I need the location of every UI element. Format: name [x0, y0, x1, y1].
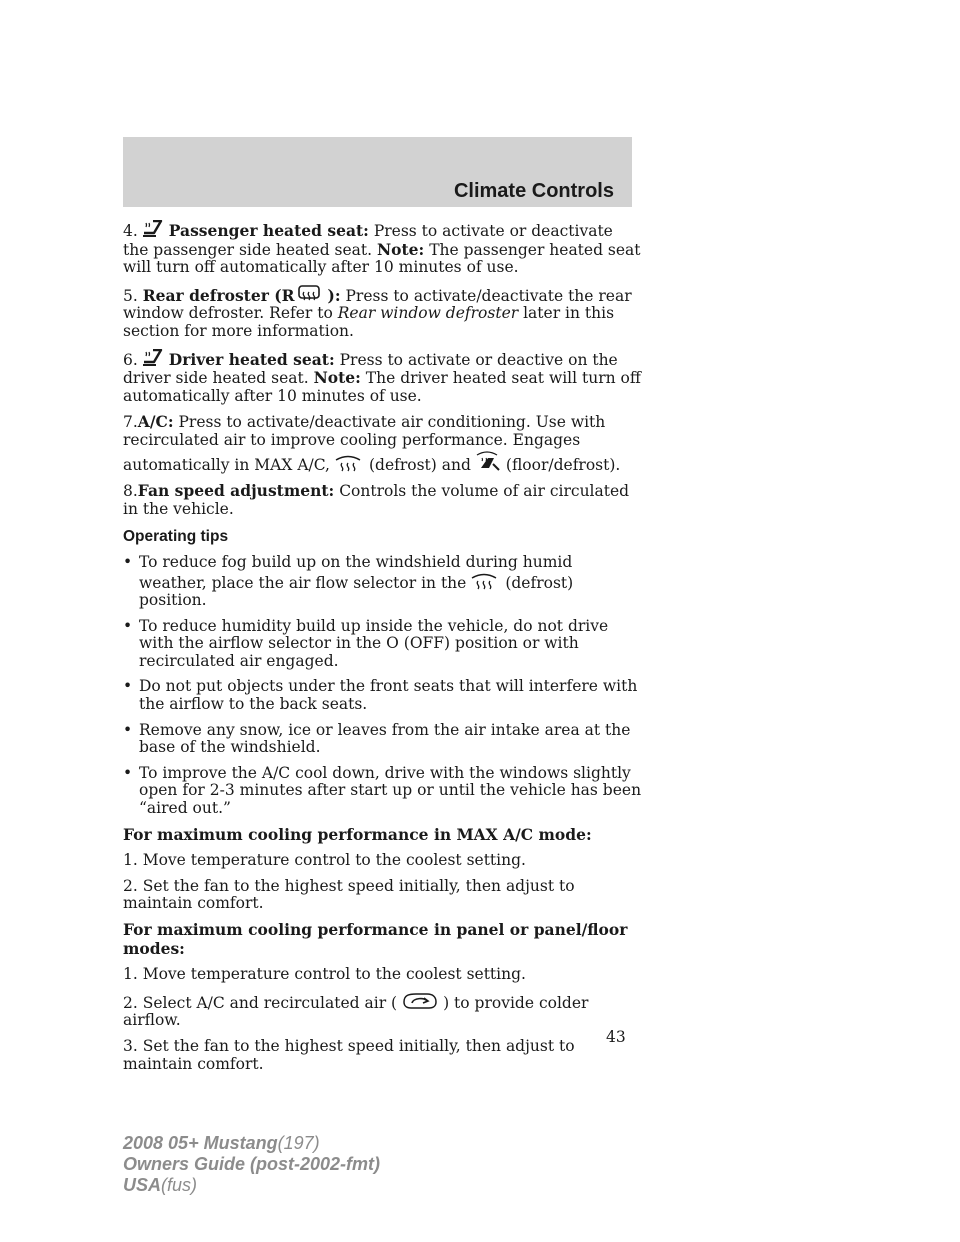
list-item — [123, 678, 643, 713]
page-number: 43 — [606, 1028, 626, 1046]
item-number: 6. — [123, 350, 138, 369]
tip-text-end: (defrost) position. — [139, 573, 574, 610]
tip-text: To reduce fog build up on the windshield during humid weather, place the air flow selector in the — [139, 552, 573, 592]
footer-market-code: (fus) — [161, 1175, 198, 1195]
item-label: Rear defroster (R — [142, 285, 295, 305]
panel-step-3: 3. Set the fan to the highest speed initially, then adjust to maintain comfort. — [123, 1036, 575, 1073]
item-rear-defroster — [123, 285, 643, 341]
item-driver-heated-seat — [123, 349, 643, 406]
footer-market: USA — [123, 1175, 162, 1195]
list-item — [123, 554, 643, 610]
defrost-icon — [333, 454, 363, 472]
recirculated-air-icon — [400, 992, 440, 1010]
heated-seat-icon — [141, 220, 163, 238]
bullet: • — [123, 720, 133, 739]
item-text: Press to activate/deactivate air conditioning. Use with recirculated air to improve cooling performance. Engages automatically in MAX A/C, — [123, 413, 606, 474]
footer-line-1 — [123, 1133, 380, 1154]
item-text-mid: (defrost) and — [368, 455, 471, 474]
item-passenger-heated-seat — [123, 220, 643, 277]
list-item — [123, 765, 643, 818]
heated-seat-icon — [141, 349, 163, 367]
floor-defrost-icon — [474, 450, 500, 472]
page-content — [123, 220, 643, 1081]
max-ac-step-1: 1. Move temperature control to the coolest setting. — [123, 851, 526, 870]
panel-modes-heading — [123, 921, 643, 958]
item-number: 5. — [123, 286, 138, 305]
item-label: Fan speed adjustment: — [137, 481, 335, 501]
rear-defrost-icon — [297, 285, 321, 303]
operating-tips-heading: Operating tips — [123, 528, 229, 546]
bullet: • — [123, 763, 133, 782]
operating-tips-list — [123, 554, 643, 818]
tip-text: Do not put objects under the front seats that will interfere with the airflow to the back seats. — [139, 677, 638, 714]
item-label-end: ): — [327, 285, 341, 305]
item-label: A/C: — [137, 412, 174, 432]
subheading: For maximum cooling performance in MAX A/C mode: — [123, 824, 592, 844]
panel-step-1: 1. Move temperature control to the coolest setting. — [123, 965, 526, 984]
section-title: Climate Controls — [453, 180, 614, 202]
max-ac-step-2: 2. Set the fan to the highest speed initially, then adjust to maintain comfort. — [123, 876, 575, 913]
note-label: Note: — [377, 239, 425, 259]
document-footer — [123, 1133, 380, 1196]
item-number: 4. — [123, 222, 138, 240]
tip-text: To reduce humidity build up inside the vehicle, do not drive with the airflow selector in the O (OFF) position or with recirculated air engaged. — [139, 616, 609, 670]
step-text-end: ) to provide colder airflow. — [123, 993, 589, 1030]
item-number: 7. — [123, 413, 138, 432]
list-item — [123, 722, 643, 757]
max-ac-heading — [123, 826, 643, 845]
footer-model: 2008 05+ Mustang — [123, 1133, 278, 1153]
item-fan-speed — [123, 482, 643, 518]
item-label: Driver heated seat: — [168, 349, 335, 369]
section-header-band — [123, 137, 632, 207]
bullet: • — [123, 552, 133, 571]
list-item — [123, 618, 643, 671]
defrost-icon — [469, 572, 499, 590]
item-label: Passenger heated seat: — [168, 221, 369, 240]
footer-code: (197) — [277, 1133, 320, 1153]
subheading: For maximum cooling performance in panel or panel/floor modes: — [123, 920, 628, 958]
bullet: • — [123, 677, 133, 696]
item-text: Press to activate or deactivate the passenger side heated seat. — [123, 222, 613, 259]
item-text-end: (floor/defrost). — [505, 455, 621, 474]
note-text: The driver heated seat will turn off automatically after 10 minutes of use. — [123, 369, 641, 405]
tip-text: To improve the A/C cool down, drive with the windows slightly open for 2-3 minutes after start up or until the vehicle has been “aired out.” — [139, 763, 642, 818]
panel-step-2 — [123, 992, 643, 1030]
tip-text: Remove any snow, ice or leaves from the air intake area at the base of the windshield. — [139, 720, 631, 757]
item-ac — [123, 413, 643, 474]
step-text: 2. Select A/C and recirculated air ( — [123, 993, 398, 1012]
item-text: Controls the volume of air circulated in the vehicle. — [123, 482, 630, 518]
cross-reference: Rear window defroster — [337, 304, 519, 323]
item-text-end: later in this section for more information. — [123, 304, 615, 340]
bullet: • — [123, 616, 133, 635]
item-number: 8. — [123, 482, 138, 501]
footer-line-3 — [123, 1175, 380, 1196]
footer-line-2: Owners Guide (post-2002-fmt) — [123, 1154, 381, 1174]
item-text: Press to activate/deactivate the rear window defroster. Refer to — [123, 286, 632, 323]
item-text: Press to activate or deactive on the driver side heated seat. — [123, 350, 618, 388]
note-text: The passenger heated seat will turn off automatically after 10 minutes of use. — [123, 240, 641, 277]
note-label: Note: — [313, 368, 361, 388]
